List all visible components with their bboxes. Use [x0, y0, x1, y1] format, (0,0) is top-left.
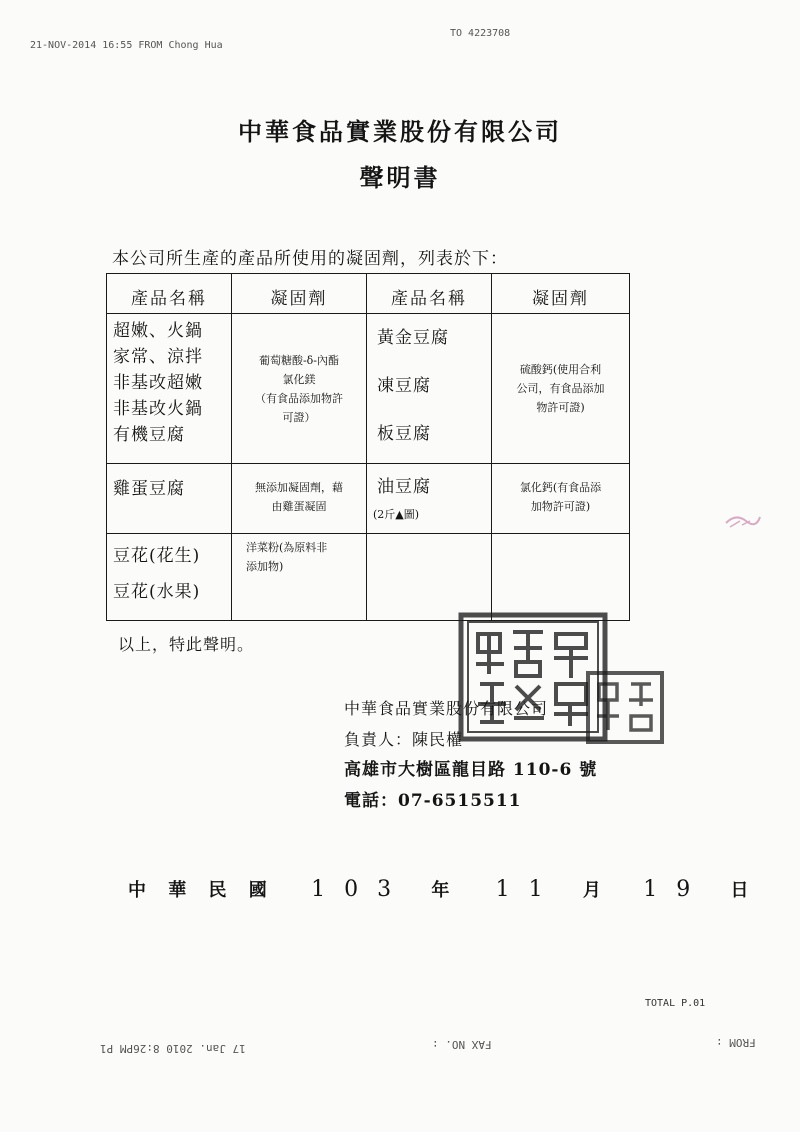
coagulant-line: （有食品添加物許	[255, 391, 343, 405]
pink-ink-mark	[722, 505, 762, 535]
coagulant-line: 可證）	[282, 410, 316, 424]
product-name: 非基改超嫩	[113, 373, 203, 393]
document-title: 聲明書	[359, 163, 441, 192]
header-product-2: 產品名稱	[367, 274, 492, 314]
company-title: 中華食品實業股份有限公司	[238, 117, 562, 146]
coagulant-line: 加物許可證)	[530, 500, 591, 513]
coagulant-cell	[492, 314, 630, 464]
coagulant-cell	[232, 534, 367, 621]
table-row	[107, 464, 630, 534]
coagulant-line: 氯化鎂	[282, 372, 316, 386]
document-date	[128, 876, 748, 902]
fax-footer-faxno: FAX NO. :	[432, 1038, 492, 1051]
table-row	[107, 534, 630, 621]
coagulant-line: 由雞蛋凝固	[271, 500, 327, 513]
product-name: 豆花(水果)	[113, 582, 201, 602]
products-cell	[367, 464, 492, 534]
signature-block	[344, 693, 597, 817]
fax-header-left: 21-NOV-2014 16:55 FROM Chong Hua	[30, 40, 223, 51]
intro-text: 本公司所生產的產品所使用的凝固劑，列表於下：	[112, 249, 508, 269]
product-name: 油豆腐	[377, 477, 431, 497]
product-name: 黃金豆腐	[377, 328, 449, 348]
product-name: 豆花(花生)	[113, 546, 201, 566]
product-note: (2斤▲圖)	[373, 508, 420, 521]
coagulant-line: 氯化鈣(有食品添	[519, 481, 602, 494]
header-coagulant-2: 凝固劑	[492, 274, 630, 314]
date-month: 1 1	[495, 877, 549, 902]
fax-footer-from: FROM :	[716, 1036, 756, 1049]
table-header-row	[107, 274, 630, 314]
date-year-unit: 年	[431, 880, 450, 901]
fax-header-right: TO 4223708	[450, 28, 511, 39]
coagulant-line: 洋菜粉(為原料非	[246, 541, 328, 554]
coagulant-line: 添加物)	[246, 560, 284, 573]
empty-cell	[367, 534, 492, 621]
header-coagulant-1: 凝固劑	[232, 274, 367, 314]
product-name: 非基改火鍋	[113, 399, 203, 419]
signature-responsible: 負責人：陳民權	[344, 730, 464, 749]
product-name: 板豆腐	[377, 424, 431, 444]
product-name: 超嫩、火鍋	[113, 321, 203, 341]
product-name: 家常、涼拌	[113, 347, 203, 367]
table-row	[107, 314, 630, 464]
date-year: 1 0 3	[311, 877, 398, 902]
coagulant-line: 葡萄糖酸-δ-內酯	[258, 353, 340, 367]
closing-statement: 以上，特此聲明。	[118, 635, 255, 654]
date-day: 1 9	[643, 877, 697, 902]
signature-company: 中華食品實業股份有限公司	[344, 699, 549, 718]
header-product-1: 產品名稱	[107, 274, 232, 314]
coagulant-cell	[232, 314, 367, 464]
coagulant-cell	[232, 464, 367, 534]
date-era: 中 華 民 國	[128, 880, 275, 901]
fax-footer-date: 17 Jan. 2010 8:26PM P1	[100, 1042, 246, 1055]
date-month-unit: 月	[582, 880, 601, 901]
coagulant-line: 物許可證)	[536, 401, 585, 414]
signature-phone: 電話：07-6515511	[344, 791, 522, 811]
fax-total-pages: TOTAL P.01	[645, 998, 706, 1009]
coagulant-line: 無添加凝固劑，藉	[255, 481, 343, 494]
product-name: 凍豆腐	[377, 376, 431, 396]
coagulant-cell	[492, 464, 630, 534]
empty-cell	[492, 534, 630, 621]
product-name: 雞蛋豆腐	[113, 479, 185, 499]
coagulant-line: 公司，有食品添加	[516, 382, 605, 395]
coagulant-table	[106, 273, 630, 621]
products-cell	[107, 314, 232, 464]
date-day-unit: 日	[730, 880, 749, 901]
signature-address: 高雄市大樹區龍目路 110-6 號	[344, 760, 598, 780]
products-cell	[367, 314, 492, 464]
products-cell	[107, 534, 232, 621]
coagulant-line: 硫酸鈣(使用合利	[519, 363, 602, 376]
product-name: 有機豆腐	[113, 425, 185, 445]
products-cell	[107, 464, 232, 534]
